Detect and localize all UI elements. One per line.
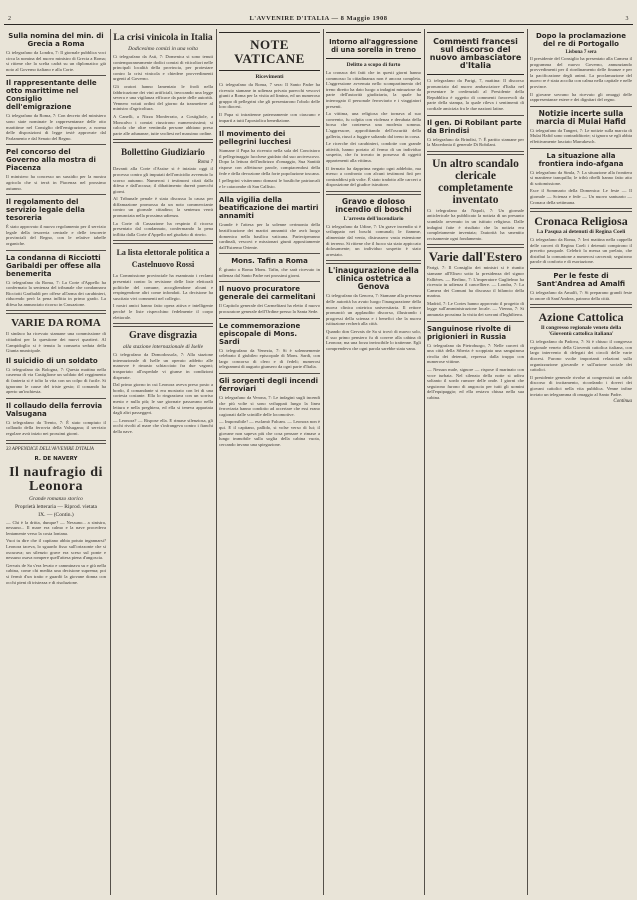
headline: Mons. Tafin a Roma — [231, 257, 308, 266]
headline: La condanna di Ricciotti Garibaldi per offese alla benemerita — [6, 253, 101, 278]
headline: Gravo e doloso incendio di boschi — [335, 196, 412, 214]
subtitle: alla stazione internazionale di Iselle — [122, 344, 204, 351]
article-text: — Chi è la dritta, dunque? — Nessuno... a sinistra, nessuno... Il mare era calmo e la nave procedeva lentamente verso la costa lontana. — [6, 519, 106, 536]
article-text: I nostri amici hanno fatto opera attiva e intelligente perché le liste rispecchino fedelmente il corpo elettorale. — [113, 303, 213, 320]
author-name: R. DE NAVERY — [34, 455, 78, 462]
headline: Varie dall'Estero — [428, 249, 523, 265]
article-text: La vittima, una religiosa che tornava al suo convento, fu colpita con violenza e derubata della borsa che conteneva una modesta somma. L'aggressore, approfittando dell'oscurità della galleria, riuscì a fuggire saltando dal treno in corsa. — [326, 111, 421, 139]
headline: Commenti francesi sul discorso del nuovo ambasciatore d'Italia — [429, 37, 522, 70]
article-text: Ci telegrafano da Padova, 7: Si è chiuso il congresso regionale veneto della Gioventù cattolica italiana, con largo intervento di delegati dei circoli delle varie diocesi. Furono svolte importanti relazioni sulla organizzazione giovanile e sull'azione sociale dei cattolici. — [530, 339, 632, 373]
article-text: Ci telegrafano da Amalfi, 7: Si preparano grandi feste in onore di Sant'Andrea, patrono della città. — [530, 290, 632, 301]
headline: Sanguinose rivolte di prigionieri in Russia — [427, 324, 511, 341]
headline: Intorno all'aggressione di una sorella in treno — [329, 38, 418, 54]
article-text: Quando don Gervais de Sa si trovò di nuovo solo, il suo primo pensiero fu di correre alla cabina di Leonora; ma una forza invincibile lo trattenne. Egli comprendeva che ogni parola sarebbe stata vana. — [326, 329, 421, 351]
article-text: La Corte di Cassazione ha respinto il ricorso presentato dal condannato, confermando la pena inflitta dalla Corte d'Appello nel giudizio di rinvio. — [113, 220, 213, 237]
section-title: Azione Cattolica — [538, 310, 624, 325]
headline: Un altro scandalo clericale completamente inventato — [432, 157, 519, 206]
headline: Il collaudo della ferrovia Valsugana — [6, 401, 103, 418]
headline: La crisi vinicola in Italia — [113, 33, 213, 43]
headline: Le commemorazione episcopale di Mons. Sardi — [219, 321, 301, 346]
article-text: È stato approvato il nuovo regolamento per il servizio legale della tesoreria centrale e delle tesorerie provinciali del Regno, con le relative tabelle organiche. — [6, 224, 106, 246]
article-text: Ci telegrafano da Simla, 7: La situazione alla frontiera si mantiene tranquilla; le tribù ribelli hanno fatto atto di sottomissione. — [530, 169, 632, 186]
subtitle: Dodicesimo comizi in una volta — [128, 46, 198, 52]
article-text: Al Tribunale penale è stata discussa la causa per diffamazione promossa da un noto commerciante contro un giornale cittadino; la sentenza verrà pronunciata nella prossima udienza. — [113, 196, 213, 219]
section-title: Cronaca Religiosa — [534, 214, 628, 229]
column-4 — [326, 29, 421, 895]
masthead — [4, 3, 633, 25]
article-text: — Nessun male, signore — rispose il marinaio con voce turbata. Nel silenzio della notte si udiva soltanto il sordo rumore delle onde. I giorni che seguirono furono di angoscia per tutti gli uomini dell'equipaggio; ed ella restava chiusa nella sua cabina. — [427, 367, 524, 400]
article-text: Il Papa si intrattenne paternamente con ciascuno e impartì a tutti l'apostolica benedizione. — [219, 111, 320, 123]
subtitle: Il congresso regionale veneto della 'Gioventù cattolica italiana' — [540, 325, 622, 338]
column-3 — [219, 29, 320, 895]
article-text: I pellegrini visiteranno domani le basiliche patriarcali e le catacombe di San Callisto. — [219, 178, 320, 189]
dateline: Lisbona 7 sera — [565, 50, 597, 55]
article-text: Il presidente generale rivolse ai congressisti un caldo discorso di incitamento, ricordando i doveri dei giovani cattolici nella vita pubblica. Venne infine inviato un telegramma di omaggio al Santo Padre. — [530, 374, 632, 397]
headline: VARIE DA ROMA — [11, 317, 101, 330]
article-text: Gervais de Sa s'era levato e camminava su e giù nella cabina, come chi medita una decisione suprema; poi si fermò d'un tratto e guardò la giovane donna con occhi pieni di tristezza e di risoluzione. — [6, 562, 106, 585]
rights-notice: Proprietà letteraria — Riprod. vietata — [14, 503, 97, 510]
article-text: Gli oratori hanno lamentato le frodi nella fabbricazione dei vini artificiali, invocando una legge severa e una vigilanza efficace da parte delle autorità. Vennero votati ordini del giorno da trasmettere al ministro d'agricoltura. — [113, 83, 213, 112]
headline: Bollettino Giudiziario — [121, 147, 205, 158]
column-rule — [424, 29, 425, 895]
headline: La lista elettorale politica a Castelnuovo Rossi — [116, 248, 210, 270]
article-text: Ci telegrafano da Domodossola, 7: Alla stazione internazionale di Iselle un operaio addetto alle manovre è rimasto schiacciato fra due vagoni; trasportato all'ospedale vi giunse in condizioni disperate. — [113, 352, 213, 380]
continued-note: Continua — [613, 399, 632, 405]
headline: Notizie incerte sulla marcia di Mulai Hafid — [536, 108, 626, 126]
column-rule — [216, 29, 217, 895]
column-5 — [427, 29, 524, 895]
article-text: Ci telegrafano da Parigi, 7, mattina: Il discorso pronunciato dal nuovo ambasciatore d'Italia nel presentare le credenziali al Presidente della Repubblica è oggetto di commenti favorevoli da parte della stampa, la quale rileva i sentimenti di cordiale amicizia fra le due nazioni latine. — [427, 78, 524, 111]
feuilleton-tag: 33 APPENDICE DELL'AVVENIRE D'ITALIA — [6, 446, 94, 452]
subtitle: Grande romanzo storico — [29, 495, 83, 502]
column-6 — [530, 29, 632, 895]
article-text: — Leonora? — Rispose ella. E rimase silenziosa, gli occhi rivolti al mare che s'infrangeva contro i fianchi della nave. — [113, 417, 213, 434]
article-text: — Impossibile! — esclamò Falcam. — Leonora non è qui. E il capitano, pallido, si volse verso di lui; il giovane non sapeva più che cosa pensare e rimase a lungo immobile sulla soglia della cabina vuota, cercando invano una spiegazione. — [219, 419, 320, 447]
headline: Il regolamento del servizio legale della tesoreria — [6, 198, 85, 223]
column-rule — [527, 29, 528, 895]
article-text: La cronaca dei fatti che in questi giorni hanno commosso la cittadinanza non è ancora completa. L'aggressione avvenuta nello scompartimento del treno diretto ha dato luogo a indagini minuziose da parte dell'autorità giudiziaria, la quale ha interrogato il personale ferroviario e i viaggiatori presenti. — [326, 70, 421, 109]
article-text: Stamane il Papa ha ricevuto nella sala del Concistoro il pellegrinaggio lucchese guidato dal suo arcivescovo. Dopo la lettura dell'indirizzo d'omaggio, Sua Santità rispose con affettuose parole, compiacendosi della fede e della devozione della forte popolazione toscana. — [219, 148, 320, 176]
article-text: Ci telegrafano da Bologna, 7: Questa mattina nella caserma di via Castiglione un soldato del reggimento di fanteria si è tolto la vita con un colpo di fucile. Si ignorano le cause del triste gesto; il comando ha aperto un'inchiesta. — [6, 366, 106, 395]
article-text: Madrid, 7: Le Cortes hanno approvato il progetto di legge sull'amministrazione locale. — Vienna, 7: Si annunzia prossima la visita dei sovrani d'Inghilterra. — [427, 300, 524, 318]
column-rule — [110, 29, 111, 895]
article-text: Parigi, 7: Il Consiglio dei ministri si è riunito stamane all'Eliseo sotto la presidenza del signor Fallières. — Berlino, 7: L'imperatore Guglielmo ha ricevuto in udienza il cancelliere. — Londra, 7: La Camera dei Comuni ha discusso il bilancio della marina. — [427, 265, 524, 299]
article-text: Ci telegrafano da Pietroburgo, 7: Nelle carceri di una città della Siberia è scoppiata una sanguinosa rivolta dei detenuti, repressa dalla truppa con numerose vittime. — [427, 342, 524, 365]
feuilleton-title: Il naufragio di Leonora — [9, 464, 103, 494]
headline: Il movimento dei pellegrini lucchesi — [219, 130, 291, 147]
headline: Il gen. Di Robilant parte da Brindisi — [427, 118, 522, 135]
subtitle: Ricevimenti — [255, 74, 284, 80]
section-title: NOTE VATICANE — [234, 37, 305, 66]
article-text: Ci telegrafano da Udine, 7: Un grave incendio si è sviluppato nei boschi comunali; le fiamme, alimentate dal vento, distrussero vasta estensione di terreno. Si ritiene che il fuoco sia stato appiccato dolosamente; un individuo sospetto è stato arrestato. — [326, 223, 421, 257]
headline: Pel concorso del Governo alla mostra di Piacenza — [6, 148, 96, 173]
article-text: A Canelli, a Nizza Monferrato, a Costigliole, a Moncalvo i comizi riuscirono numerosissimi; si calcola che oltre ventimila persone abbiano preso parte alle adunanze, tutte svoltesi nel massimo ordine. — [113, 113, 213, 136]
article-text: Ci telegrafano da Roma, 7: La Corte d'Appello ha confermato la sentenza del tribunale che condannava Ricciotti Garibaldi per offese all'arma dei carabinieri, riducendo però la pena inflitta in primo grado. La difesa ha annunciato ricorso in Cassazione. — [6, 279, 106, 307]
subtitle: L'arresto dell'incendiario — [343, 215, 404, 222]
article-text: Il Capitolo generale dei Carmelitani ha eletto il nuovo procuratore generale dell'Ordine presso la Santa Sede. — [219, 303, 320, 315]
article-text: Ci telegrafano da Venezia, 7: Si è solennemente celebrato il giubileo episcopale di Mons. Sardi, con largo concorso di clero e di fedeli; numerosi telegrammi di augurio giunsero da ogni parte d'Italia. — [219, 347, 320, 370]
article-text: Ci telegrafano da Roma, 7 sera: Il Santo Padre ha ricevuto stamane in udienza privata parecchi vescovi giunti a Roma per la visita ad limina, ed un numeroso gruppo di pellegrini che gli presentarono l'obolo delle loro diocesi. — [219, 82, 320, 110]
headline: Grave disgrazia — [128, 330, 198, 342]
article-text: Vuoi tu dire che il capitano abbia potuto ingannarsi? Leonora taceva, lo sguardo fisso sull'orizzonte che si oscurava; un silenzio grave era sceso sul ponte e nessuno osava rompere quell'attesa piena d'angoscia. — [6, 538, 106, 561]
article-text: Ci telegrafano da Napoli, 7: Un giornale anticlericale ha pubblicato la notizia di un presunto scandalo avvenuto in un istituto religioso. Dalle indagini fatte è risultato che la notizia era completamente inventata; l'autorità ha smentito recisamente ogni fondamento. — [427, 207, 524, 241]
dateline: Roma 7 — [197, 160, 213, 166]
column-2 — [113, 29, 213, 895]
headline: La situazione alla frontiera indo-afgana — [538, 151, 624, 168]
article-text: Ci telegrafano da Roma, 7: Ieri mattina nella cappella delle carceri di Regina Coeli i detenuti compirono il precetto pasquale. Celebrò la messa un prelato, che distribuì la comunione a numerosi carcerati; seguirono parole di conforto e di esortazione. — [530, 237, 632, 265]
article-text: Il sindaco ha ricevuto stamane una commissione di cittadini per la questione dei nuovi quartieri. Al Campidoglio si è tenuta la consueta seduta della Giunta municipale. — [6, 331, 106, 354]
chapter-heading: IX. — (Contin.) — [38, 511, 74, 518]
column-rule — [323, 29, 324, 895]
column-1 — [6, 29, 106, 895]
article-text: Il presidente del Consiglio ha presentato alla Camera il programma del nuovo Governo, annunziando provvedimenti per il riordinamento delle finanze e per la pacificazione degli animi. La proclamazione del nuovo re è stata accolta con calma nella capitale e nelle province. — [530, 56, 632, 89]
article-text: Le ricerche dei carabinieri, condotte con grande attività, hanno portato al fermo di un individuo sospetto, che fu trovato in possesso di oggetti appartenenti alla vittima. — [326, 141, 421, 163]
headline: Alla vigilia della beatificazione dei martiri annamiti — [219, 196, 319, 221]
article-text: La Commissione provinciale ha esaminato i reclami presentati contro la revisione delle liste elettorali politiche del comune, accogliendone alcuni e respingendone altri come infondati. La decisione ha suscitato vivi commenti nel collegio. — [113, 273, 213, 301]
article-text: Esce il Sommario della Domenica: Le feste — Il giornale — Scienza e fede — Un nuovo santuario — Cronaca della settimana. — [530, 188, 632, 205]
headline: Il nuovo procuratore generale dei carmelitani — [219, 285, 316, 302]
page-number-left: 2 — [8, 16, 12, 22]
article-text: Ci telegrafano da Trento, 7: È stato compiuto il collaudo della ferrovia della Valsugana; il servizio regolare avrà inizio nei prossimi giorni. — [6, 419, 106, 436]
subtitle: Delitto a scopo di furto — [346, 62, 401, 68]
headline: Il suicidio di un soldato — [6, 356, 98, 365]
article-text: Il giovane sovrano ha ricevuto gli omaggi delle rappresentanze estere e dei dignitari del regno. — [530, 91, 632, 103]
article-text: È giunto a Roma Mons. Tafin, che sarà ricevuto in udienza dal Santo Padre nei prossimi giorni. — [219, 267, 320, 278]
headline: Per le feste di Sant'Andrea ad Amalfi — [536, 272, 626, 289]
article-text: Ci telegrafano da Tangeri, 7: Le notizie sulla marcia di Mulai Hafid sono contradditorie; si ignora se egli abbia effettivamente lasciato Marrakesch. — [530, 127, 632, 144]
article-text: Davanti alla Corte d'Assise si è iniziato oggi il processo contro gli imputati dell'omicidio avvenuto lo scorso autunno. Numerosi i testimoni citati dalla difesa e dall'accusa; il dibattimento durerà parecchi giorni. — [113, 166, 213, 194]
article-text: Il ministero ha concesso un sussidio per la mostra agricola che si terrà in Piacenza nel prossimo autunno. — [6, 174, 106, 191]
article-text: Ci telegrafano da Genova, 7: Stamane alla presenza delle autorità ha avuto luogo l'inaugurazione della nuova clinica ostetrica universitaria. Il rettore pronunciò un applaudito discorso, illustrando i progressi della scienza e i benefici che la nuova istituzione recherà alla città. — [326, 293, 421, 327]
article-text: Ci telegrafano da Londra, 7: Il giornale pubblica voci circa la nomina del nuovo ministro di Grecia a Roma; si ritiene che la scelta cadrà su un diplomatico già noto al Governo italiano e alla Corte. — [6, 50, 106, 72]
subtitle: La Pasqua ai detenuti di Regina Coeli — [536, 229, 626, 236]
headline: Sulla nomina del min. di Grecia a Roma — [8, 32, 104, 48]
masthead-title: L'AVVENIRE D'ITALIA — 8 Maggio 1908 — [249, 15, 388, 22]
headline: Dopo la proclamazione del re di Portogallo — [535, 32, 626, 48]
article-text: Ci telegrafano da Roma, 7: Con decreto del ministero sono state nominate le rappresentanze delle otto marittime nel Consiglio dell'emigrazione, a norma delle disposizioni di legge testè approvate dal Parlamento e dal Senato del Regno. — [6, 113, 106, 141]
article-text: Ci telegrafano da Asti, 7: Domenica si sono tenuti contemporaneamente dodici comizi di viticoltori nelle principali località della provincia, per protestare contro la crisi vinicola e chiedere provvedimenti urgenti al Governo. — [113, 54, 213, 82]
article-text: Grande è l'attesa per la solenne cerimonia della beatificazione dei martiri annamiti che avrà luogo domenica nella basilica vaticana. Parteciperanno cardinali, vescovi e missionari giunti appositamente dall'Estremo Oriente. — [219, 222, 320, 250]
headline: L'inaugurazione della clinica ostetrica a Genova — [328, 266, 419, 292]
headline: Gli sorgenti degli incendi ferroviari — [219, 377, 319, 394]
page-number-right: 3 — [625, 16, 629, 22]
article-text: Ci telegrafano da Verona, 7: Le indagini sugli incendi che più volte si sono sviluppati lungo la linea ferroviaria hanno condotto ad accertare che essi erano cagionati dalle scintille delle locomotive. — [219, 395, 320, 417]
headline: Il rappresentante delle otto marittime nel Consiglio dell'emigrazione — [6, 79, 97, 112]
article-text: Dal primo giorno in cui Leonora aveva preso posto a bordo, il comandante si era mostrato con lei di una cortesia costante. Ella lo ringraziava con un sorriso mesto e nulla più; le sue giornate passavano nella lettura e nella preghiera, ed ella si teneva appartata dagli altri passeggeri. — [113, 382, 213, 416]
article-text: Il fermato ha dapprima negato ogni addebito, ma messo a confronto con alcuni testimoni finì per contraddirsi più volte. È stato tradotto alle carceri a disposizione del giudice istruttore. — [326, 165, 421, 188]
article-text: Ci telegrafano da Brindisi, 7: È partito stamane per la Macedonia il generale Di Robilant. — [427, 136, 524, 148]
